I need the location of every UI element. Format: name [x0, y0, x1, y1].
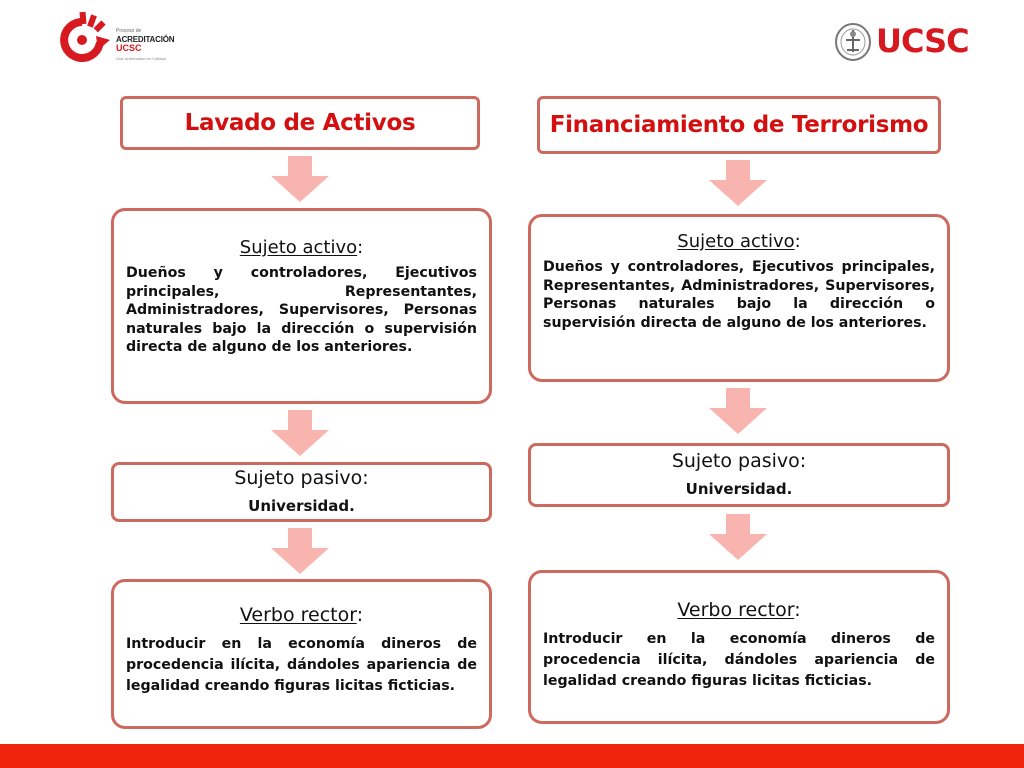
title-lavado-de-activos: Lavado de Activos	[184, 110, 416, 136]
ucsc-logo	[832, 20, 972, 64]
logo-pre-text: Proceso de	[116, 28, 142, 34]
title-box-financiamiento	[537, 96, 941, 154]
sujeto-pasivo-text: Universidad.	[685, 480, 793, 498]
arrow-down-icon	[709, 388, 767, 434]
acreditacion-swirl-icon	[52, 10, 112, 66]
sujeto-pasivo-text: Universidad.	[248, 497, 355, 515]
verbo-rector-text: Introducir en la economía dineros de procedencia ilícita, dándoles apariencia de legalidad creando figuras licitas ficticias.	[543, 631, 935, 689]
sujeto-activo-text: Dueños y controladores, Ejecutivos principales, Representantes, Administradores, Supervisores, Personas naturales bajo la dirección o supervisión directa de alguno de los anteriores.	[126, 265, 477, 355]
logo-title: ACREDITACIÓN	[116, 35, 175, 44]
verbo-rector-box-lavado	[111, 579, 492, 729]
sujeto-activo-box-financiamiento	[528, 214, 950, 382]
arrow-down-icon	[271, 528, 329, 574]
sujeto-activo-heading: Sujeto activo:	[239, 237, 364, 258]
title-financiamiento-de-terrorismo: Financiamiento de Terrorismo	[549, 112, 929, 138]
sujeto-pasivo-box-lavado	[111, 462, 492, 522]
arrow-down-icon	[709, 514, 767, 560]
logo-tagline: Una Universidad en Calidad	[116, 56, 166, 61]
arrow-down-icon	[271, 410, 329, 456]
acreditacion-logo	[52, 10, 182, 62]
ucsc-wordmark: UCSC	[876, 22, 969, 60]
sujeto-pasivo-heading: Sujeto pasivo:	[671, 450, 807, 472]
sujeto-pasivo-heading: Sujeto pasivo:	[234, 467, 369, 489]
arrow-down-icon	[709, 160, 767, 206]
university-seal-icon	[834, 22, 872, 62]
verbo-rector-heading: Verbo rector:	[677, 599, 801, 621]
title-box-lavado	[120, 96, 480, 150]
sujeto-activo-text: Dueños y controladores, Ejecutivos principales, Representantes, Administradores, Supervisores, Personas naturales bajo la dirección o supervisión directa de alguno de los anteriores.	[543, 259, 935, 331]
logo-brand: UCSC	[116, 43, 142, 53]
verbo-rector-text: Introducir en la economía dineros de procedencia ilícita, dándoles apariencia de legalidad creando figuras licitas ficticias.	[126, 636, 477, 694]
verbo-rector-heading: Verbo rector:	[239, 604, 364, 626]
footer-bar	[0, 744, 1024, 768]
sujeto-activo-box-lavado	[111, 208, 492, 404]
sujeto-pasivo-box-financiamiento	[528, 443, 950, 507]
arrow-down-icon	[271, 156, 329, 202]
verbo-rector-box-financiamiento	[528, 570, 950, 724]
sujeto-activo-heading: Sujeto activo:	[677, 231, 801, 252]
